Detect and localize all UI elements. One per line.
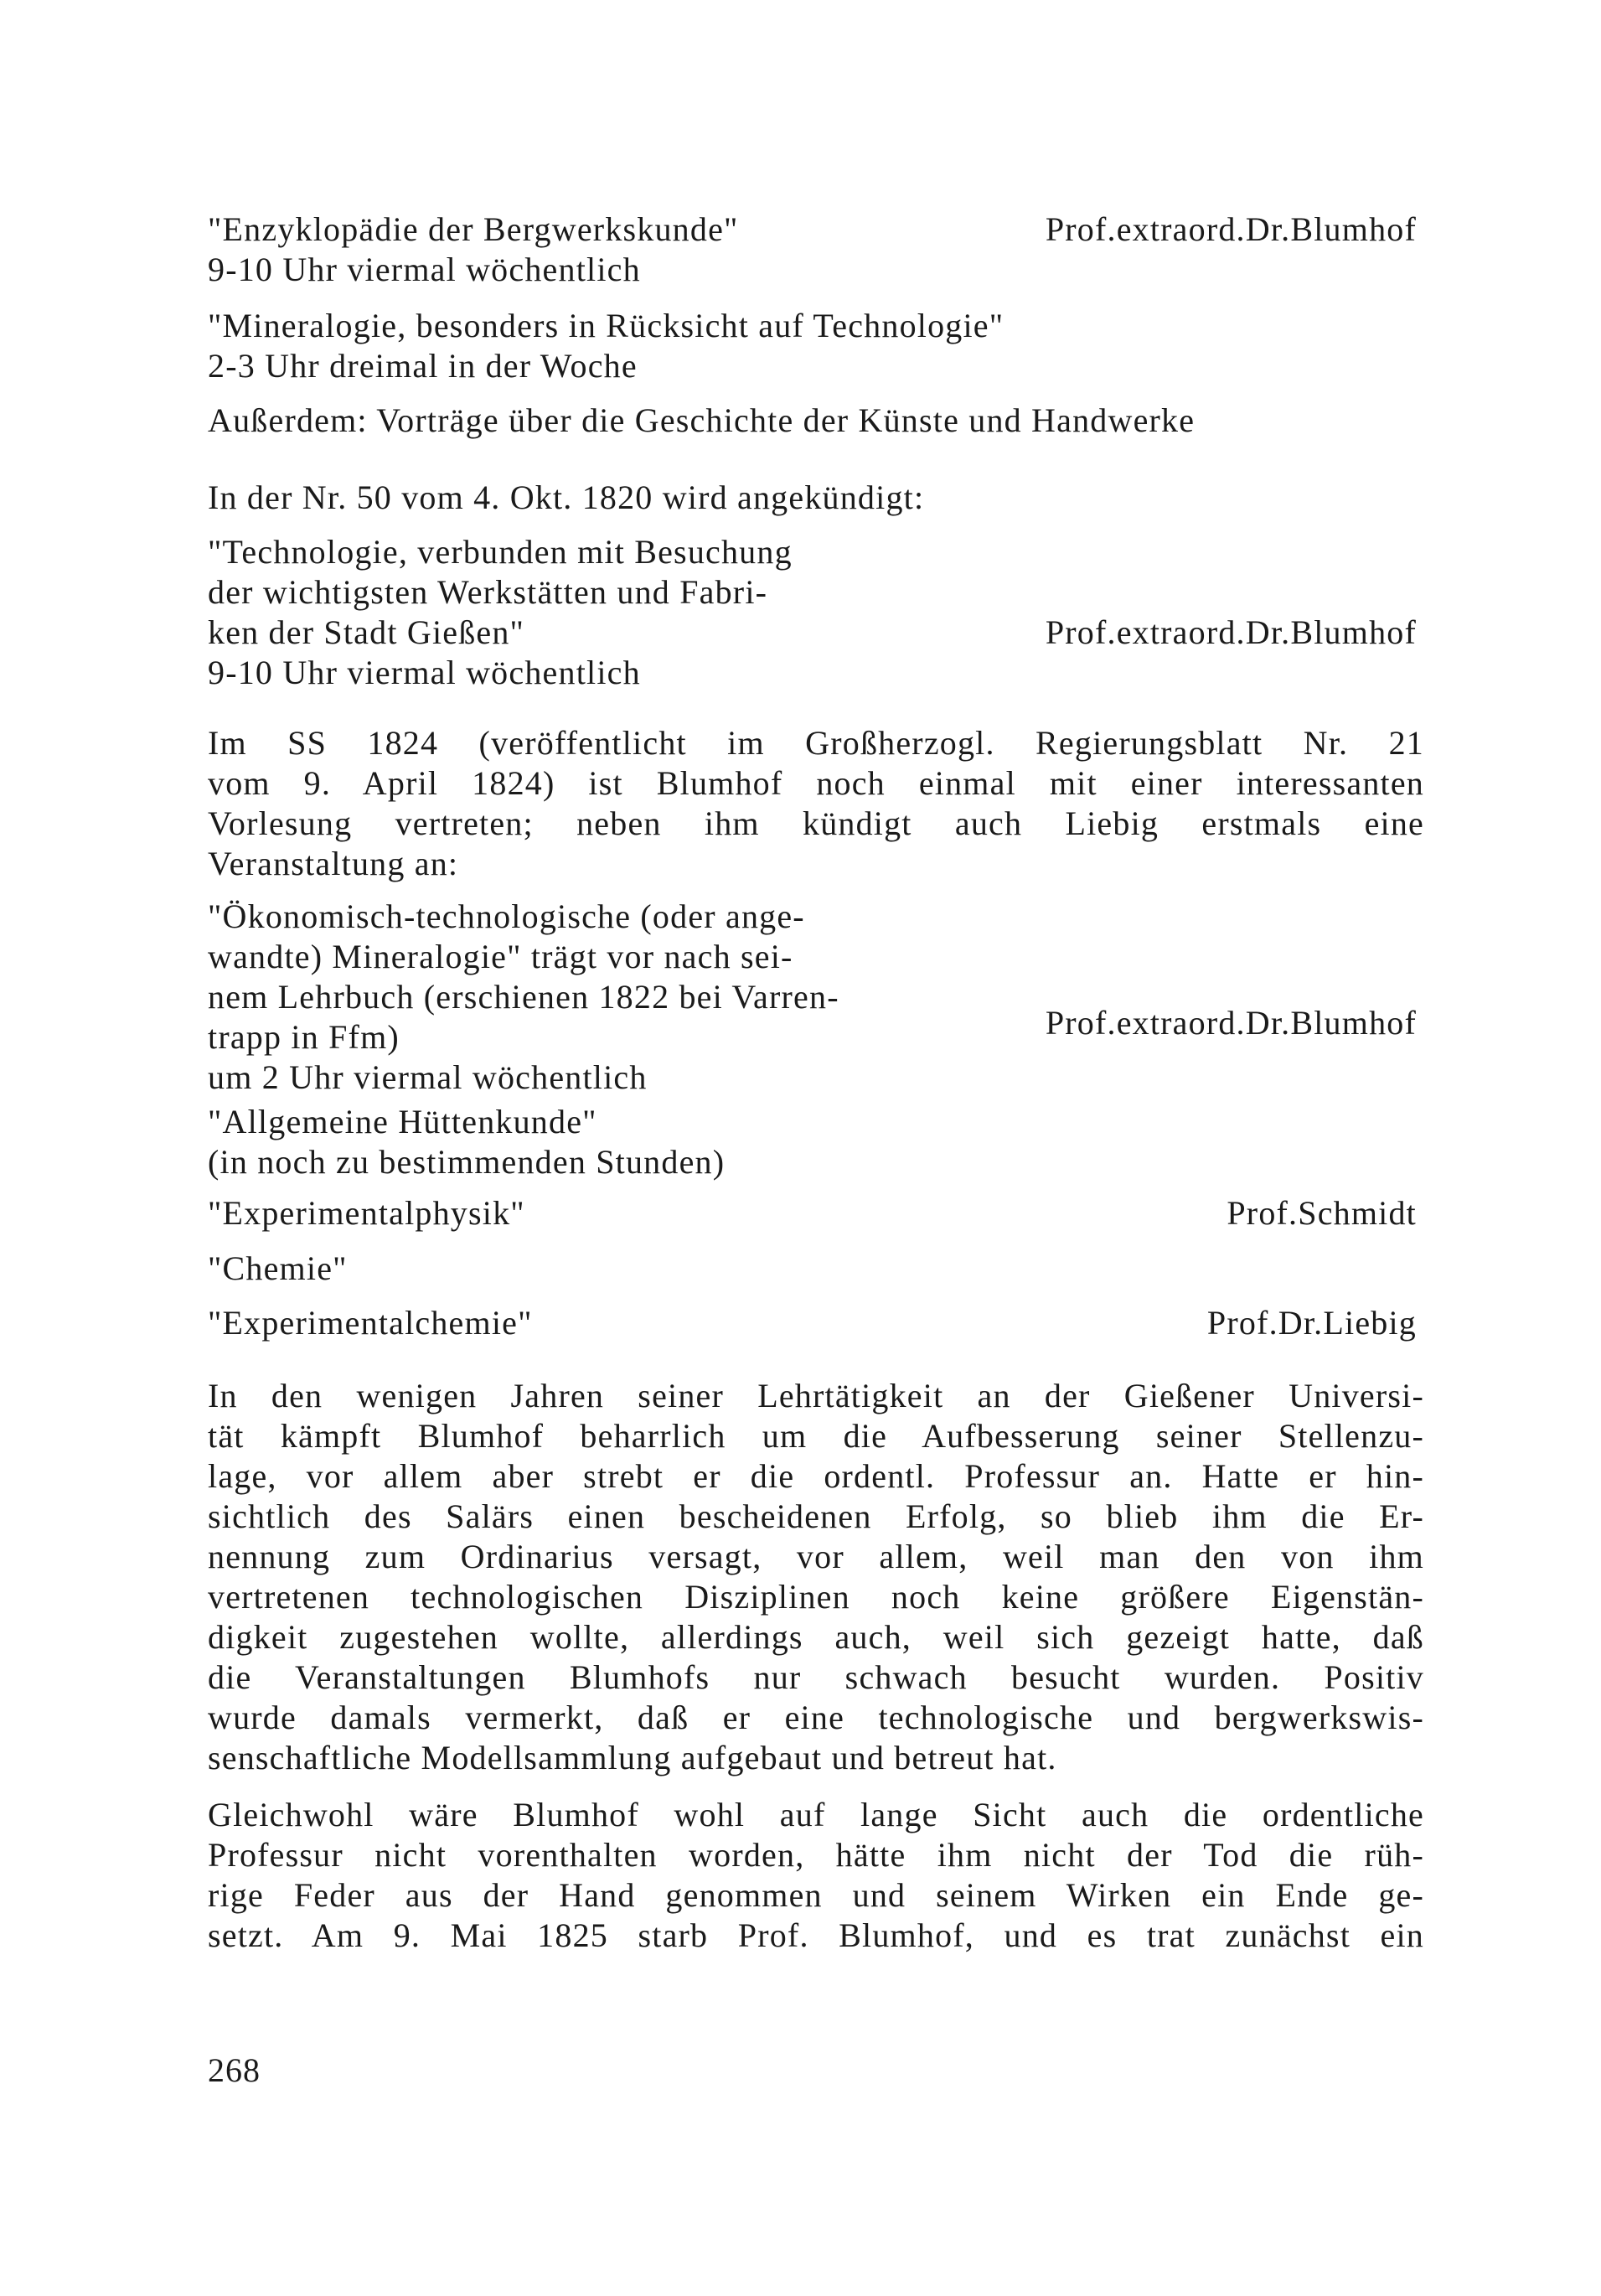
course-title-mineralogie: "Mineralogie, besonders in Rücksicht auf Technologie" (208, 307, 1004, 344)
paragraph-line: die Veranstaltungen Blumhofs nur schwach besucht wurden. Positiv (208, 1658, 1424, 1696)
page-number: 268 (208, 2051, 261, 2089)
paragraph-line: setzt. Am 9. Mai 1825 starb Prof. Blumhof, und es trat zunächst ein (208, 1916, 1424, 1954)
lecturer-schmidt: Prof.Schmidt (1227, 1194, 1417, 1232)
paragraph-line: senschaftliche Modellsammlung aufgebaut und betreut hat. (208, 1739, 1057, 1776)
paragraph-line: rige Feder aus der Hand genommen und seinem Wirken ein Ende ge- (208, 1876, 1424, 1914)
paragraph-line: nennung zum Ordinarius versagt, vor allem, weil man den von ihm (208, 1538, 1424, 1575)
paragraph-line: Veranstaltung an: (208, 845, 459, 882)
course-mineralogie-1824-line: trapp in Ffm) (208, 1018, 400, 1056)
course-mineralogie-1824-line: nem Lehrbuch (erschienen 1822 bei Varren- (208, 978, 839, 1016)
lecturer-blumhof-2: Prof.extraord.Dr.Blumhof (1045, 613, 1417, 651)
paragraph-line: vertretenen technologischen Disziplinen noch keine größere Eigenstän- (208, 1578, 1424, 1616)
paragraph-line: Professur nicht vorenthalten worden, hätte ihm nicht der Tod die rüh- (208, 1836, 1424, 1874)
course-technologie-schedule: 9-10 Uhr viermal wöchentlich (208, 654, 641, 691)
course-schedule-enzyklopaedie: 9-10 Uhr viermal wöchentlich (208, 251, 641, 288)
paragraph-line: tät kämpft Blumhof beharrlich um die Aufbesserung seiner Stellenzu- (208, 1417, 1424, 1455)
paragraph-line: Gleichwohl wäre Blumhof wohl auf lange Sicht auch die ordentliche (208, 1796, 1424, 1833)
paragraph-line: lage, vor allem aber strebt er die ordentl. Professur an. Hatte er hin- (208, 1457, 1424, 1495)
paragraph-line: Im SS 1824 (veröffentlicht im Großherzogl. Regierungsblatt Nr. 21 (208, 724, 1424, 762)
paragraph-line: sichtlich des Salärs einen bescheidenen Erfolg, so blieb ihm die Er- (208, 1497, 1424, 1535)
course-experimentalphysik-title: "Experimentalphysik" (208, 1194, 525, 1232)
course-experimentalchemie-title: "Experimentalchemie" (208, 1304, 533, 1342)
paragraph-line: In den wenigen Jahren seiner Lehrtätigkeit an der Gießener Universi- (208, 1377, 1424, 1414)
course-schedule-mineralogie: 2-3 Uhr dreimal in der Woche (208, 347, 638, 385)
lecturer-liebig: Prof.Dr.Liebig (1206, 1304, 1417, 1342)
course-mineralogie-1824-schedule: um 2 Uhr viermal wöchentlich (208, 1058, 648, 1096)
course-mineralogie-1824-line: "Ökonomisch-technologische (oder ange- (208, 897, 805, 935)
course-technologie-line: ken der Stadt Gießen" (208, 613, 525, 651)
course-title-enzyklopaedie: "Enzyklopädie der Bergwerkskunde" (208, 210, 739, 248)
paragraph-line: Vorlesung vertreten; neben ihm kündigt auch Liebig erstmals eine (208, 804, 1424, 842)
paragraph-line: wurde damals vermerkt, daß er eine technologische und bergwerkswis- (208, 1699, 1424, 1736)
announcement-1820: In der Nr. 50 vom 4. Okt. 1820 wird angekündigt: (208, 478, 925, 516)
lecturer-blumhof-3: Prof.extraord.Dr.Blumhof (1045, 1004, 1417, 1042)
course-huettenkunde-title: "Allgemeine Hüttenkunde" (208, 1103, 597, 1140)
lecturer-blumhof-1: Prof.extraord.Dr.Blumhof (1045, 210, 1417, 248)
paragraph-line: vom 9. April 1824) ist Blumhof noch einmal mit einer interessanten (208, 764, 1424, 802)
additional-lectures-note: Außerdem: Vorträge über die Geschichte der Künste und Handwerke (208, 401, 1196, 439)
course-technologie-line: der wichtigsten Werkstätten und Fabri- (208, 573, 768, 611)
paragraph-line: digkeit zugestehen wollte, allerdings auch, weil sich gezeigt hatte, daß (208, 1618, 1424, 1656)
course-huettenkunde-schedule: (in noch zu bestimmenden Stunden) (208, 1143, 726, 1181)
course-technologie-line: "Technologie, verbunden mit Besuchung (208, 533, 793, 571)
course-mineralogie-1824-line: wandte) Mineralogie" trägt vor nach sei- (208, 938, 793, 975)
course-chemie-title: "Chemie" (208, 1249, 348, 1287)
